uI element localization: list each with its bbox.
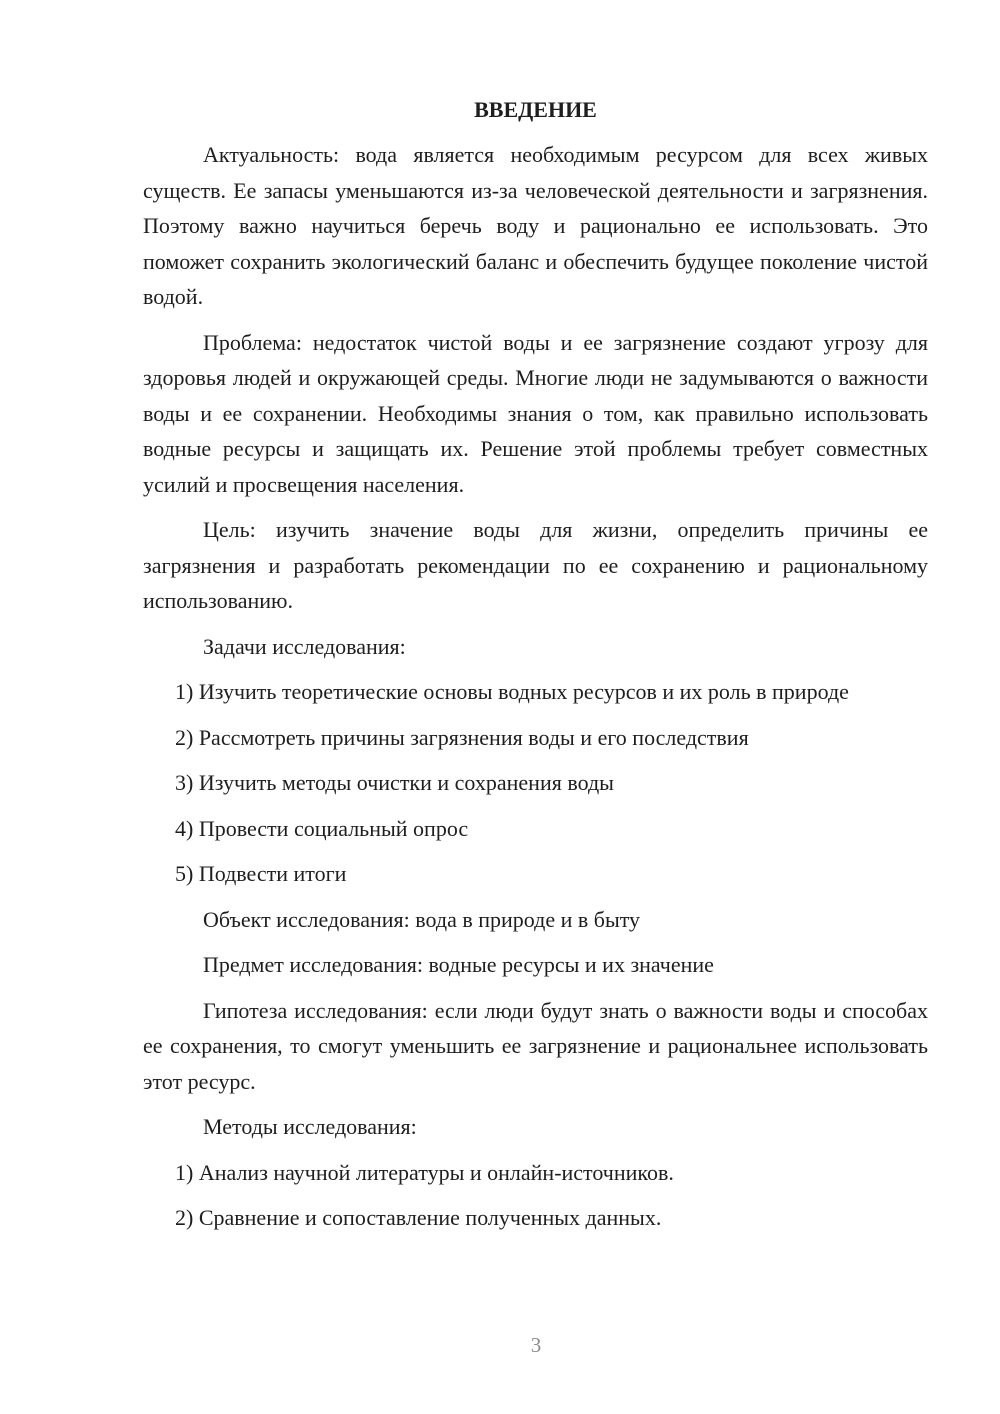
tasks-title: Задачи исследования: — [203, 633, 406, 659]
task-item-3: 3) Изучить методы очистки и сохранения воды — [175, 770, 614, 795]
object-paragraph: Объект исследования: вода в природе и в быту — [203, 906, 641, 932]
task-item-4: 4) Провести социальный опрос — [175, 815, 469, 841]
relevance-paragraph: Актуальность: вода является необходимым ресурсом для всех живых существ. Ее запасы уменьшаются из-за человеческой деятельности и загрязнения. Поэтому важно научиться беречь воду и рационально ее использовать. Это поможет сохранить экологический баланс и обеспечить будущее поколение чистой водой. — [143, 142, 928, 309]
task-item-2: 2) Рассмотреть причины загрязнения воды и его последствия — [175, 724, 749, 750]
task-item-1: 1) Изучить теоретические основы водных ресурсов и их роль в природе — [175, 679, 849, 704]
task-item-5: 5) Подвести итоги — [175, 861, 347, 886]
section-heading: ВВЕДЕНИЕ — [474, 97, 597, 122]
goal-paragraph: Цель: изучить значение воды для жизни, определить причины ее загрязнения и разработать рекомендации по ее сохранению и рациональному использованию. — [143, 517, 928, 613]
subject-paragraph: Предмет исследования: водные ресурсы и их значение — [203, 952, 714, 977]
method-item-2: 2) Сравнение и сопоставление полученных данных. — [175, 1205, 662, 1230]
document-page — [143, 92, 928, 1246]
hypothesis-paragraph: Гипотеза исследования: если люди будут знать о важности воды и способах ее сохранения, то смогут уменьшить ее загрязнение и рациональнее использовать этот ресурс. — [143, 997, 928, 1094]
problem-paragraph: Проблема: недостаток чистой воды и ее загрязнение создают угрозу для здоровья людей и окружающей среды. Многие люди не задумываются о важности воды и ее сохранении. Необходимы знания о том, как правильно использовать водные ресурсы и защищать их. Решение этой проблемы требует совместных усилий и просвещения населения. — [143, 329, 928, 497]
methods-title: Методы исследования: — [203, 1114, 417, 1139]
method-item-1: 1) Анализ научной литературы и онлайн-источников. — [175, 1159, 674, 1185]
page-number: 3 — [530, 1333, 542, 1357]
